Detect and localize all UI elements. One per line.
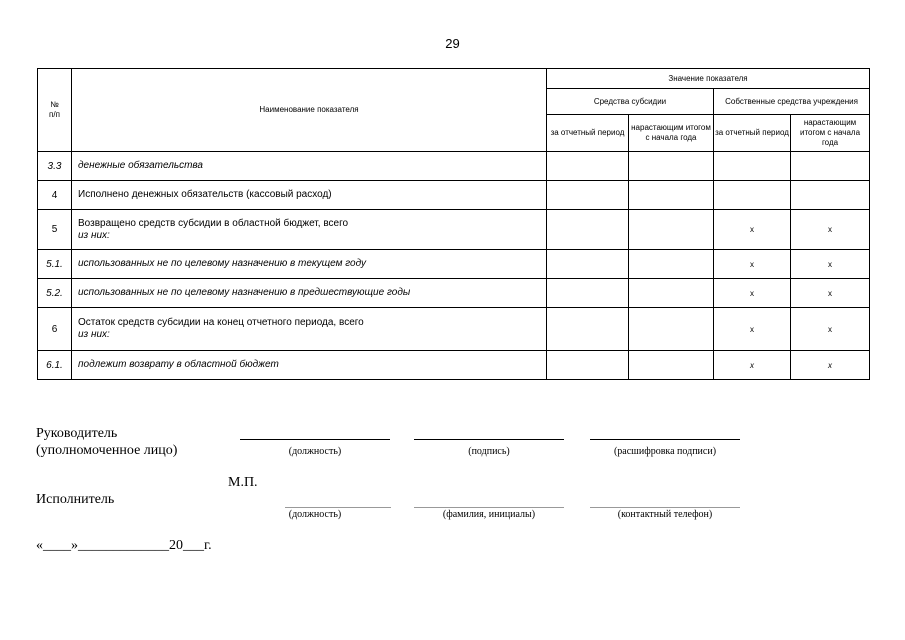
header-num: № п/п bbox=[38, 69, 72, 152]
value-cell bbox=[714, 152, 791, 181]
executor-label: Исполнитель bbox=[36, 492, 115, 507]
value-cell bbox=[547, 250, 629, 279]
value-cell: x bbox=[714, 351, 791, 380]
value-cell bbox=[629, 152, 714, 181]
value-cell bbox=[791, 181, 870, 210]
row-number: 3.3 bbox=[38, 152, 72, 181]
value-cell: x bbox=[714, 210, 791, 250]
header-own-group: Собственные средства учреждения bbox=[714, 89, 870, 115]
header-period: за отчетный период bbox=[547, 115, 629, 152]
position-caption: (должность) bbox=[288, 446, 342, 457]
table-row bbox=[38, 351, 870, 380]
executor-phone-caption: (контактный телефон) bbox=[617, 509, 713, 520]
executor-phone-line bbox=[590, 507, 740, 508]
row-name-cell bbox=[72, 308, 547, 351]
row-name-cell bbox=[72, 210, 547, 250]
signature-caption: (подпись) bbox=[468, 446, 510, 457]
row-name: Остаток средств субсидии на конец отчетного периода, всего bbox=[78, 317, 364, 328]
row-number: 5.1. bbox=[38, 250, 72, 279]
executor-position-caption: (должность) bbox=[288, 509, 342, 520]
header-value-group: Значение показателя bbox=[547, 69, 870, 89]
table-row bbox=[38, 210, 870, 250]
value-cell bbox=[629, 351, 714, 380]
page-number: 29 bbox=[445, 36, 460, 51]
indicator-table bbox=[37, 68, 870, 380]
value-cell bbox=[547, 152, 629, 181]
executor-name-caption: (фамилия, инициалы) bbox=[442, 509, 536, 520]
value-cell: x bbox=[791, 250, 870, 279]
value-cell bbox=[547, 181, 629, 210]
header-name: Наименование показателя bbox=[72, 69, 547, 152]
row-name: Возвращено средств субсидии в областной бюджет, всего bbox=[78, 217, 349, 229]
value-cell bbox=[629, 279, 714, 308]
value-cell: x bbox=[791, 279, 870, 308]
row-number: 5 bbox=[38, 210, 72, 250]
table-row bbox=[38, 308, 870, 351]
value-cell bbox=[629, 210, 714, 250]
header-period-own: за отчетный период bbox=[714, 115, 791, 152]
value-cell: x bbox=[791, 210, 870, 250]
value-cell bbox=[547, 279, 629, 308]
executor-position-line bbox=[285, 507, 391, 508]
header-subsidy-group: Средства субсидии bbox=[547, 89, 714, 115]
value-cell bbox=[547, 210, 629, 250]
header-cumulative-own: нарастающим итогом с начала года bbox=[791, 115, 870, 152]
value-cell: x bbox=[791, 308, 870, 351]
value-cell bbox=[629, 308, 714, 351]
table-row bbox=[38, 181, 870, 210]
stamp-label: М.П. bbox=[228, 475, 258, 490]
table-row bbox=[38, 152, 870, 181]
value-cell bbox=[547, 308, 629, 351]
row-number: 6.1. bbox=[38, 351, 72, 380]
header-cumulative: нарастающим итогом с начала года bbox=[629, 115, 714, 152]
row-subtitle: из них: bbox=[78, 229, 110, 241]
date-line: «____»_____________20___г. bbox=[36, 538, 212, 553]
head-label: Руководитель bbox=[36, 426, 118, 441]
table-row bbox=[38, 250, 870, 279]
value-cell: x bbox=[714, 279, 791, 308]
value-cell bbox=[547, 351, 629, 380]
row-name: Исполнено денежных обязательств (кассовый расход) bbox=[72, 181, 547, 210]
row-name: денежные обязательства bbox=[72, 152, 547, 181]
row-number: 6 bbox=[38, 308, 72, 351]
value-cell bbox=[714, 181, 791, 210]
value-cell bbox=[629, 181, 714, 210]
row-number: 5.2. bbox=[38, 279, 72, 308]
value-cell: x bbox=[714, 308, 791, 351]
value-cell bbox=[629, 250, 714, 279]
value-cell: x bbox=[714, 250, 791, 279]
head-sublabel: (уполномоченное лицо) bbox=[36, 443, 178, 458]
decoding-line bbox=[590, 439, 740, 440]
executor-name-line bbox=[414, 507, 564, 508]
table-row bbox=[38, 279, 870, 308]
row-name: подлежит возврату в областной бюджет bbox=[72, 351, 547, 380]
value-cell: x bbox=[791, 351, 870, 380]
row-name: использованных не по целевому назначению в предшествующие годы bbox=[72, 279, 547, 308]
position-line bbox=[240, 439, 390, 440]
decoding-caption: (расшифровка подписи) bbox=[613, 446, 717, 457]
signature-line bbox=[414, 439, 564, 440]
row-number: 4 bbox=[38, 181, 72, 210]
row-subtitle: из них: bbox=[78, 329, 110, 340]
row-name: использованных не по целевому назначению в текущем году bbox=[72, 250, 547, 279]
value-cell bbox=[791, 152, 870, 181]
